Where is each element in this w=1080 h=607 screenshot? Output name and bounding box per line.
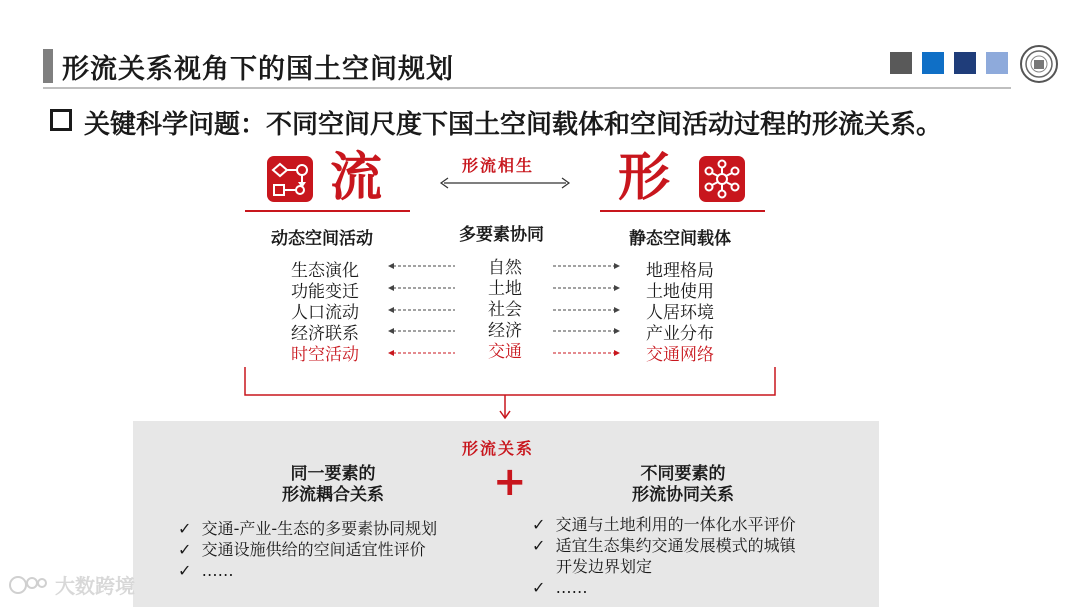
check-icon: ✓ [532, 515, 546, 534]
flowchart-icon [267, 156, 313, 202]
title-accent-bar [43, 49, 53, 83]
network-icon [699, 156, 745, 202]
color-square-2 [922, 52, 944, 74]
flow-underline [245, 210, 410, 212]
check-icon: ✓ [532, 578, 546, 597]
watermark-logo-icon [8, 573, 48, 597]
right-bullets [532, 514, 796, 598]
list-item: ✓ 交通与土地利用的一体化水平评价 [532, 515, 796, 534]
list-item: ✓ 交通-产业-生态的多要素协同规划 [178, 519, 438, 538]
key-question-text: 关键科学问题：不同空间尺度下国土空间载体和空间活动过程的形流关系。 [84, 110, 943, 140]
check-icon: ✓ [178, 561, 192, 580]
center-item: 土地 [488, 279, 522, 299]
watermark-text: 大数跨境 [54, 574, 135, 598]
right-relation-title [618, 464, 748, 506]
list-item: ✓ …… [532, 578, 588, 597]
right-title-line1: 不同要素的 [640, 464, 726, 484]
page-title: 形流关系视角下的国土空间规划 [62, 54, 454, 85]
form-item-highlight: 交通网络 [646, 345, 714, 365]
list-item: ✓ 交通设施供给的空间适宜性评价 [178, 540, 426, 559]
center-item: 自然 [488, 258, 522, 278]
flow-item: 生态演化 [291, 261, 359, 281]
bracket-connector [240, 365, 780, 423]
key-question [50, 104, 942, 141]
dashed-arrows [385, 258, 625, 368]
color-square-3 [954, 52, 976, 74]
center-item: 社会 [488, 300, 522, 320]
flow-character: 流 [330, 147, 383, 208]
title-divider [43, 87, 1011, 89]
center-item-highlight: 交通 [488, 342, 522, 362]
center-caption: 多要素协同 [459, 225, 544, 245]
list-item: ✓ …… [178, 561, 234, 580]
flow-item: 人口流动 [291, 303, 359, 323]
plus-icon: + [493, 459, 527, 505]
color-square-1 [890, 52, 912, 74]
form-underline [600, 210, 765, 212]
left-title-line1: 同一要素的 [290, 464, 376, 484]
form-caption: 静态空间载体 [629, 229, 731, 249]
left-title-line2: 形流耦合关系 [282, 485, 384, 505]
watermark [8, 570, 135, 599]
color-square-4 [986, 52, 1008, 74]
flow-item: 经济联系 [291, 324, 359, 344]
flow-caption: 动态空间活动 [271, 229, 373, 249]
form-character: 形 [618, 147, 671, 208]
check-icon: ✓ [532, 536, 546, 555]
relation-label: 形流关系 [462, 439, 535, 458]
form-item: 地理格局 [646, 261, 714, 281]
list-item: ✓ 适宜生态集约交通发展模式的城镇 [532, 536, 796, 555]
left-relation-title [268, 464, 398, 506]
form-items [646, 261, 714, 366]
university-emblem-icon [1020, 45, 1058, 83]
square-bullet-icon [50, 109, 72, 131]
flow-items [291, 261, 359, 366]
left-bullets [178, 518, 437, 581]
form-item: 人居环境 [646, 303, 714, 323]
list-item: 开发边界划定 [556, 557, 653, 576]
right-title-line2: 形流协同关系 [632, 485, 734, 505]
mutual-generation-label: 形流相生 [462, 156, 535, 175]
form-item: 产业分布 [646, 324, 714, 344]
double-arrow-icon [438, 176, 572, 190]
flow-item: 功能变迁 [291, 282, 359, 302]
flow-item-highlight: 时空活动 [291, 345, 359, 365]
check-icon: ✓ [178, 540, 192, 559]
form-item: 土地使用 [646, 282, 714, 302]
center-item: 经济 [488, 321, 522, 341]
check-icon: ✓ [178, 519, 192, 538]
